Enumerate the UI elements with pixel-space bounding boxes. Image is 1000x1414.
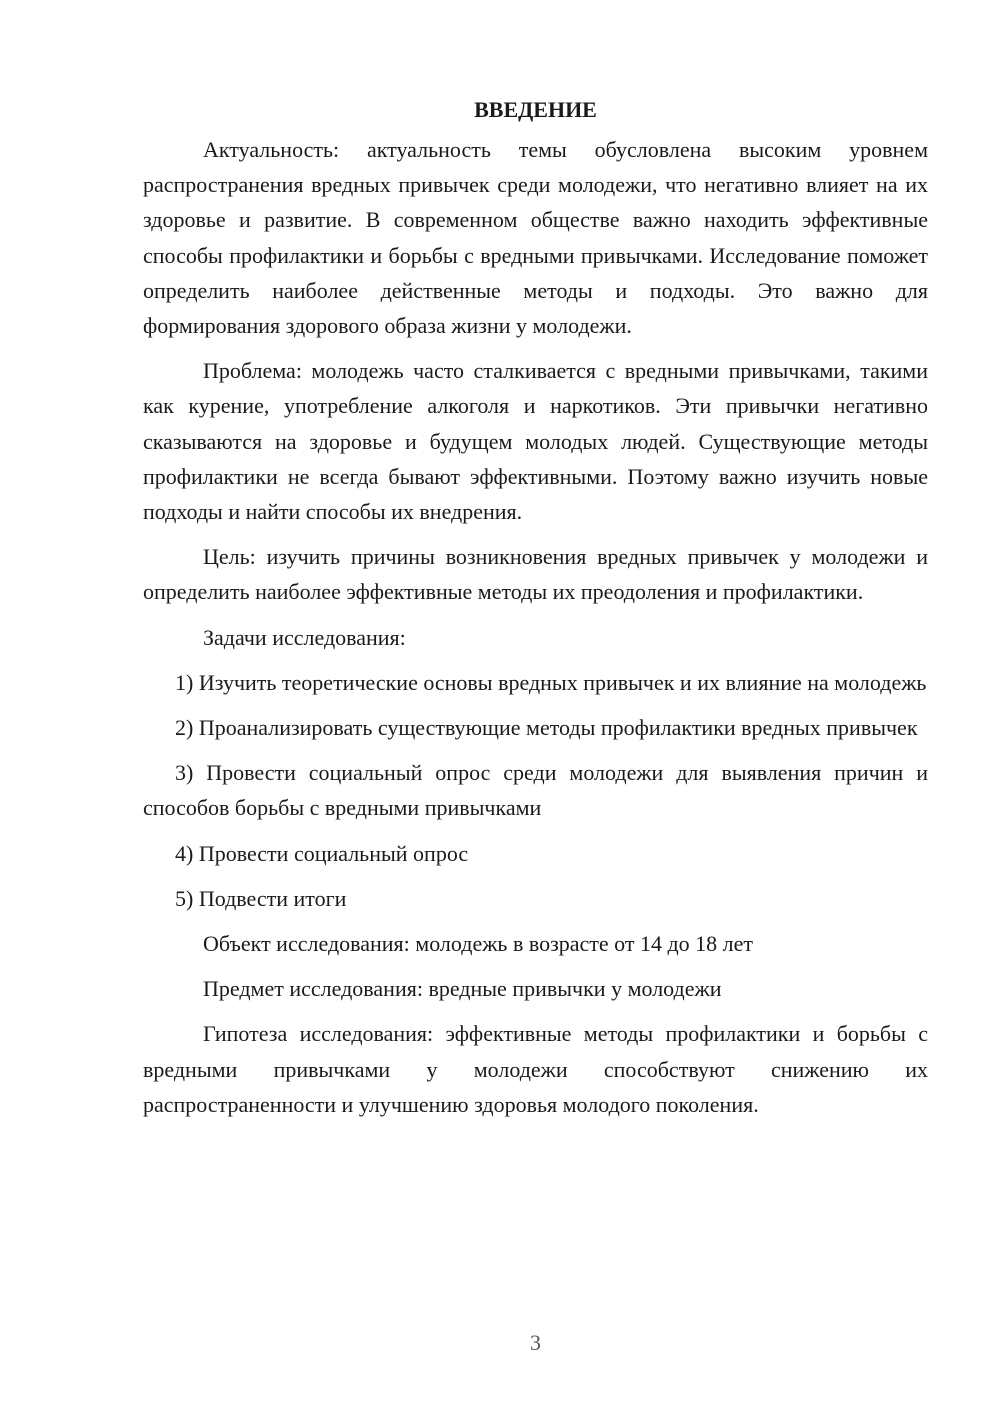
hypothesis-paragraph: Гипотеза исследования: эффективные методы профилактики и борьбы с вредными привычками у молодежи способствуют снижению их распространенности и улучшению здоровья молодого поколения. — [143, 1021, 928, 1117]
task-item-4: 4) Провести социальный опрос — [175, 840, 469, 866]
page-number: 3 — [530, 1330, 541, 1355]
goal-paragraph: Цель: изучить причины возникновения вредных привычек у молодежи и определить наиболее эффективные методы их преодоления и профилактики. — [143, 544, 928, 605]
object-paragraph: Объект исследования: молодежь в возрасте от 14 до 18 лет — [203, 931, 754, 957]
task-item-1: 1) Изучить теоретические основы вредных привычек и их влияние на молодежь — [175, 669, 927, 695]
document-page — [143, 92, 928, 1132]
subject-paragraph: Предмет исследования: вредные привычки у молодежи — [203, 976, 722, 1002]
task-item-3: 3) Провести социальный опрос среди молодежи для выявления причин и способов борьбы с вредными привычками — [143, 760, 928, 821]
task-item-2: 2) Проанализировать существующие методы профилактики вредных привычек — [175, 715, 918, 741]
tasks-heading: Задачи исследования: — [203, 624, 406, 650]
relevance-paragraph: Актуальность: актуальность темы обусловлена высоким уровнем распространения вредных привычек среди молодежи, что негативно влияет на их здоровье и развитие. В современном обществе важно находить эффективные способы профилактики и борьбы с вредными привычками. Исследование поможет определить наиболее действенные методы и подходы. Это важно для формирования здорового образа жизни у молодежи. — [143, 137, 928, 339]
page-title: ВВЕДЕНИЕ — [474, 97, 597, 122]
task-item-5: 5) Подвести итоги — [175, 885, 347, 911]
problem-paragraph: Проблема: молодежь часто сталкивается с вредными привычками, такими как курение, употребление алкоголя и наркотиков. Эти привычки негативно сказываются на здоровье и будущем молодых людей. Существующие методы профилактики не всегда бывают эффективными. Поэтому важно изучить новые подходы и найти способы их внедрения. — [143, 358, 928, 525]
